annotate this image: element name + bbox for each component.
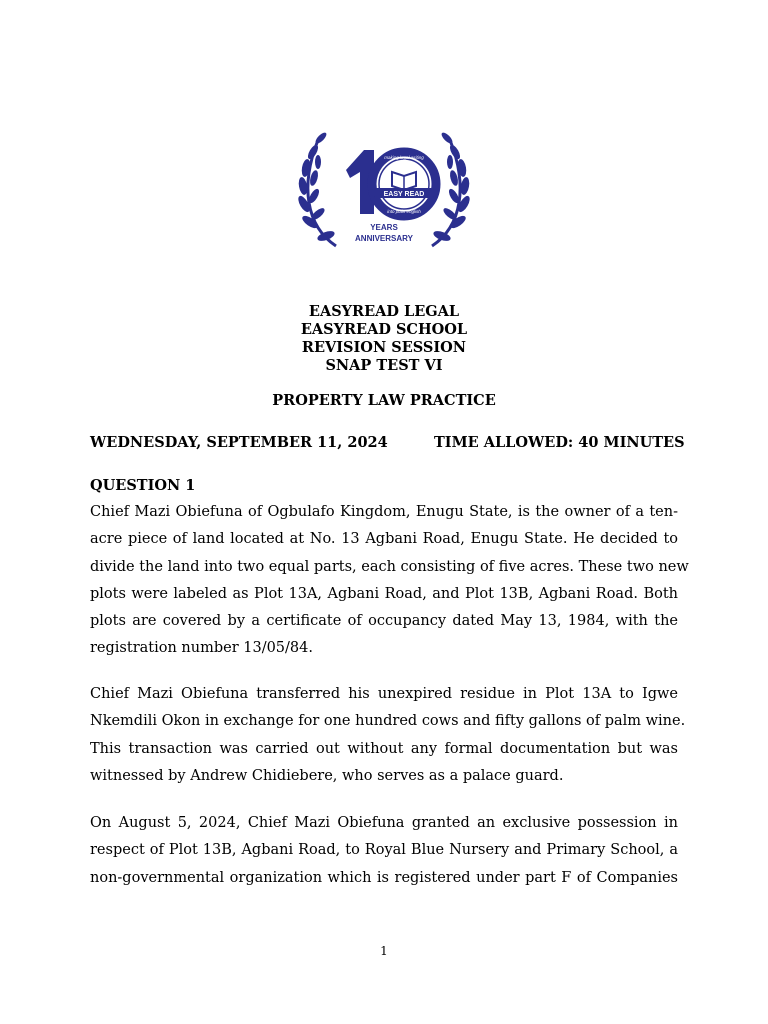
paragraph-line: Nkemdili Okon in exchange for one hundred cows and fifty gallons of palm wine.	[90, 713, 686, 730]
exam-date: WEDNESDAY, SEPTEMBER 11, 2024	[90, 434, 388, 451]
paragraph-line: witnessed by Andrew Chidiebere, who serves as a palace guard.	[90, 767, 564, 784]
page-number: 1	[380, 944, 388, 958]
paragraph-line: non-governmental organization which is registered under part F of Companies	[90, 869, 678, 886]
question-paragraph	[90, 499, 689, 663]
paragraph-line: acre piece of land located at No. 13 Agbani Road, Enugu State. He decided to	[90, 531, 678, 548]
paragraph-line: plots were labeled as Plot 13A, Agbani Road, and Plot 13B, Agbani Road. Both	[90, 585, 678, 602]
easyread-10-years-anniversary-logo	[296, 126, 472, 256]
logo-anniversary-text: ANNIVERSARY	[355, 234, 413, 243]
question-paragraph	[90, 681, 686, 790]
paragraph-line: This transaction was carried out without any formal documentation but was	[90, 740, 678, 757]
heading-line: EASYREAD LEGAL	[308, 303, 460, 320]
logo-ring-text-top: making legal writing	[384, 155, 424, 160]
logo-badge-text: EASY READ	[383, 191, 425, 198]
question-title: QUESTION 1	[90, 477, 196, 494]
paragraph-line: Chief Mazi Obiefuna transferred his unexpired residue in Plot 13A to Igwe	[90, 686, 678, 702]
heading-line: SNAP TEST VI	[325, 357, 443, 374]
document-heading	[0, 303, 768, 375]
question-paragraph	[90, 810, 678, 892]
heading-line: EASYREAD SCHOOL	[300, 321, 468, 338]
paragraph-line: On August 5, 2024, Chief Mazi Obiefuna granted an exclusive possession in	[90, 815, 678, 831]
paragraph-line: plots are covered by a certificate of occupancy dated May 13, 1984, with the	[90, 613, 678, 630]
paragraph-line: registration number 13/05/84.	[90, 640, 313, 657]
paragraph-line: Chief Mazi Obiefuna of Ogbulafo Kingdom, Enugu State, is the owner of a ten-	[90, 504, 678, 520]
time-allowed: TIME ALLOWED: 40 MINUTES	[434, 434, 685, 451]
logo-ring-text-bottom: into plain english	[387, 209, 421, 214]
paragraph-line: divide the land into two equal parts, each consisting of five acres. These two new	[90, 558, 689, 575]
paragraph-line: respect of Plot 13B, Agbani Road, to Royal Blue Nursery and Primary School, a	[90, 842, 678, 859]
logo-years-text: YEARS	[370, 223, 398, 232]
subject-title: PROPERTY LAW PRACTICE	[272, 392, 496, 409]
heading-line: REVISION SESSION	[301, 339, 467, 356]
